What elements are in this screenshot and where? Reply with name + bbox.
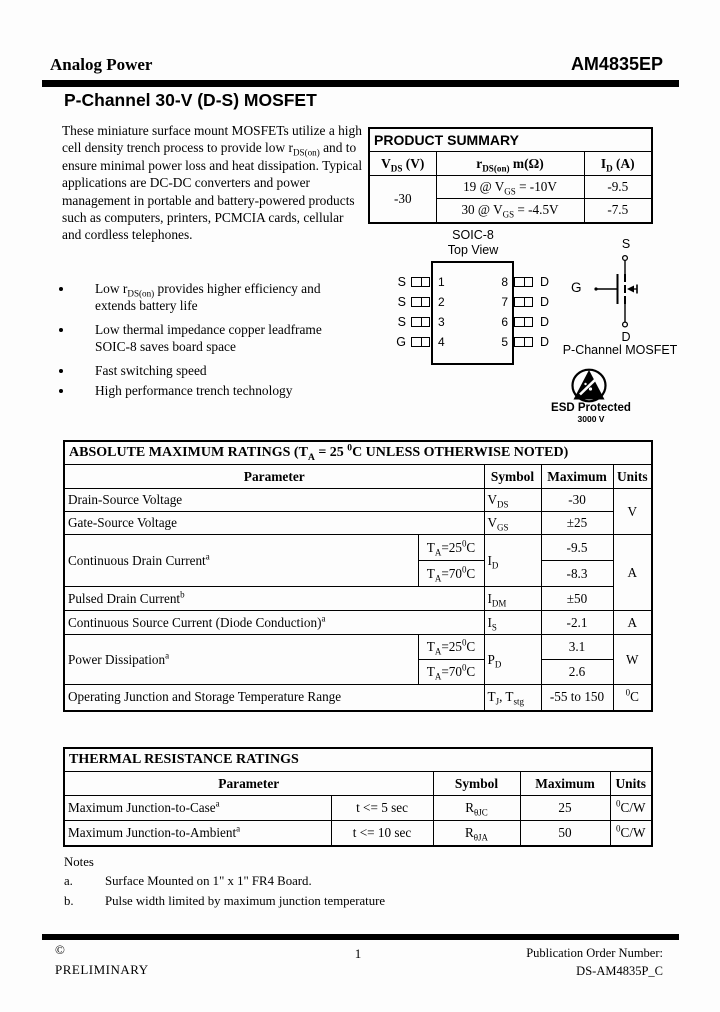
note-ref: a xyxy=(165,650,170,661)
symbol-cell xyxy=(484,587,541,611)
cond-cell xyxy=(418,561,484,587)
cond-sub: GS xyxy=(504,186,516,197)
symbol-cell xyxy=(484,685,541,711)
esd-protected-text: ESD Protected xyxy=(551,402,631,414)
sym-sub: DS(on) xyxy=(482,163,510,174)
unit-cell: V xyxy=(613,489,652,535)
cond-text: T xyxy=(426,664,435,679)
sym-base: I xyxy=(487,552,492,568)
pin-pad xyxy=(514,297,533,307)
sym-sub: D xyxy=(494,659,502,670)
title-sub: A xyxy=(307,452,315,463)
max-cell: -2.1 xyxy=(541,611,613,635)
symbol-drain-label: D xyxy=(621,330,631,344)
note-item xyxy=(64,894,385,909)
esd-voltage-text: 3000 V xyxy=(577,414,605,424)
description xyxy=(62,122,365,244)
max-cell: ±25 xyxy=(541,512,613,535)
publication-block xyxy=(480,944,663,980)
sym-base: I xyxy=(487,614,492,630)
unit-cell xyxy=(613,685,652,711)
sym-base: I xyxy=(487,590,492,606)
abs-max-title xyxy=(64,441,652,465)
pin-label-s3: S xyxy=(397,315,406,329)
sym-sub: DM xyxy=(491,598,507,609)
note-label: b. xyxy=(64,894,74,908)
cond-text: C xyxy=(466,539,476,555)
max-cell: 3.1 xyxy=(541,635,613,660)
pin-label-d5: D xyxy=(540,335,550,349)
mosfet-symbol-icon xyxy=(585,251,645,333)
sym-sub: θJC xyxy=(474,807,488,818)
product-summary-title: PRODUCT SUMMARY xyxy=(369,128,652,152)
param-text: Continuous Drain Current xyxy=(68,552,206,568)
col-parameter: Parameter xyxy=(64,465,484,489)
col-parameter: Parameter xyxy=(64,772,433,796)
cond-text: C xyxy=(466,664,476,679)
pin-label-g: G xyxy=(396,335,406,349)
feature-text: Fast switching speed xyxy=(95,362,207,378)
table-row xyxy=(64,512,652,535)
feature-item xyxy=(56,382,356,399)
pin-label-s2: S xyxy=(397,295,406,309)
sym-sub: D xyxy=(491,560,499,571)
sym-sub: GS xyxy=(497,522,509,533)
param-text: Maximum Junction-to-Ambient xyxy=(68,824,237,840)
cond-cell: t <= 5 sec xyxy=(331,796,433,821)
sym-base: V xyxy=(381,155,391,171)
id-value: -7.5 xyxy=(584,199,652,223)
sym-rest: m(Ω) xyxy=(509,155,544,171)
pin-pad xyxy=(514,277,533,287)
param-cell: Gate-Source Voltage xyxy=(64,512,484,535)
publication-label: Publication Order Number: xyxy=(526,946,663,960)
unit-cell xyxy=(610,821,652,846)
product-summary-table xyxy=(368,127,653,224)
unit-text: C xyxy=(630,689,639,705)
notes xyxy=(64,855,385,909)
symbol-cell xyxy=(484,489,541,512)
feature-text: Low r xyxy=(95,281,128,296)
title-text: = 25 xyxy=(314,445,348,460)
unit-text: C/W xyxy=(620,800,646,815)
col-maximum: Maximum xyxy=(541,465,613,489)
col-units: Units xyxy=(613,465,652,489)
param-text: Continuous Source Current (Diode Conduction) xyxy=(68,614,322,630)
abs-max-ratings-table xyxy=(63,440,653,712)
page-title: P-Channel 30-V (D-S) MOSFET xyxy=(64,90,317,110)
col-units: Units xyxy=(610,772,652,796)
feature-sub: DS(on) xyxy=(127,288,155,299)
symbol-cell xyxy=(484,535,541,587)
vds-value: -30 xyxy=(369,176,436,223)
unit-sup: 0 xyxy=(616,798,621,809)
note-ref: a xyxy=(321,613,326,624)
sym-sub: θJA xyxy=(473,832,489,843)
symbol-cell xyxy=(433,796,520,821)
cond-cell: t <= 10 sec xyxy=(331,821,433,846)
note-item xyxy=(64,874,385,889)
title-text: C UNLESS OTHERWISE NOTED) xyxy=(352,445,569,460)
cond-cell xyxy=(418,535,484,561)
sym-base: R xyxy=(464,824,474,840)
max-cell: -55 to 150 xyxy=(541,685,613,711)
pin-label-d6: D xyxy=(540,315,550,329)
symbol-cell xyxy=(484,611,541,635)
col-id xyxy=(584,152,652,176)
pin-number-5: 5 xyxy=(501,335,508,349)
feature-list xyxy=(56,280,356,405)
cond-text: =25 xyxy=(441,639,462,654)
cond-sub: A xyxy=(434,671,442,682)
unit-cell: A xyxy=(613,535,652,611)
sym-sub: D xyxy=(606,163,613,174)
max-cell: -8.3 xyxy=(541,561,613,587)
table-row xyxy=(64,635,652,660)
unit-cell: W xyxy=(613,635,652,685)
sym-rest: (V) xyxy=(402,155,425,171)
notes-heading: Notes xyxy=(64,855,94,869)
pin-number-2: 2 xyxy=(438,295,445,309)
col-symbol: Symbol xyxy=(484,465,541,489)
cond-text: =25 xyxy=(441,539,462,555)
cond-sub: A xyxy=(434,646,442,657)
col-vds xyxy=(369,152,436,176)
table-row xyxy=(64,587,652,611)
sym-base: R xyxy=(465,800,474,815)
cond-sub: A xyxy=(434,573,442,584)
cond-text: =70 xyxy=(441,664,462,679)
param-cell xyxy=(64,796,331,821)
title-sup: 0 xyxy=(347,443,353,454)
param-cell xyxy=(64,611,484,635)
symbol-caption: P-Channel MOSFET xyxy=(562,343,678,357)
sym-base: P xyxy=(487,651,495,667)
pin-pad xyxy=(514,337,533,347)
cond-text: T xyxy=(426,539,435,555)
sym-sub: stg xyxy=(513,696,524,707)
thermal-resistance-table xyxy=(63,747,653,847)
feature-item xyxy=(56,280,356,315)
sym-base: V xyxy=(487,515,498,530)
unit-cell: A xyxy=(613,611,652,635)
company-name: Analog Power xyxy=(50,55,153,74)
cond-cell xyxy=(418,660,484,685)
description-text: These miniature surface mount MOSFETs utilize a high cell density trench process to provide low r xyxy=(62,123,362,156)
sym-base: r xyxy=(476,155,483,171)
cond-text: C xyxy=(466,639,476,654)
unit-cell xyxy=(610,796,652,821)
package-name: SOIC-8 xyxy=(452,228,494,242)
bullet-icon xyxy=(59,369,63,373)
pin-number-8: 8 xyxy=(501,275,508,289)
pin-pad xyxy=(411,297,430,307)
sym-rest: (A) xyxy=(612,155,635,171)
table-row xyxy=(64,489,652,512)
unit-text: C/W xyxy=(620,824,646,840)
param-text: Pulsed Drain Current xyxy=(68,590,181,606)
cond-text: T xyxy=(426,565,435,581)
description-sub: DS(on) xyxy=(292,148,320,159)
pin-label-d8: D xyxy=(540,275,550,289)
cond-text: C xyxy=(466,565,476,581)
symbol-cell xyxy=(484,512,541,535)
max-cell: -30 xyxy=(541,489,613,512)
sym-sub: J xyxy=(495,696,500,707)
unit-sup: 0 xyxy=(616,823,621,834)
cond-cell xyxy=(418,635,484,660)
pin-pad xyxy=(411,317,430,327)
col-symbol: Symbol xyxy=(433,772,520,796)
publication-number: DS-AM4835P_C xyxy=(576,964,663,978)
id-value: -9.5 xyxy=(584,176,652,199)
note-ref: a xyxy=(236,823,241,834)
part-number: AM4835EP xyxy=(570,54,663,74)
sym-sub: DS xyxy=(497,499,509,510)
pin-number-6: 6 xyxy=(501,315,508,329)
symbol-cell xyxy=(484,635,541,685)
pin-pad xyxy=(411,277,430,287)
cond-sup: 0 xyxy=(461,538,467,549)
col-rds xyxy=(436,152,584,176)
package-view: Top View xyxy=(447,243,499,257)
note-ref: a xyxy=(205,551,210,562)
bullet-icon xyxy=(59,389,63,393)
cond-sub: A xyxy=(434,547,442,558)
pin-pad xyxy=(514,317,533,327)
unit-sup: 0 xyxy=(625,687,631,698)
table-row xyxy=(64,535,652,561)
param-cell: Drain-Source Voltage xyxy=(64,489,484,512)
bullet-icon xyxy=(59,287,63,291)
copyright-symbol: © xyxy=(55,942,65,957)
rds-condition xyxy=(436,176,584,199)
header-rule xyxy=(42,80,679,87)
thermal-title: THERMAL RESISTANCE RATINGS xyxy=(64,748,652,772)
param-cell xyxy=(64,635,418,685)
table-row xyxy=(64,796,652,821)
note-text: Surface Mounted on 1" x 1" FR4 Board. xyxy=(105,874,312,888)
sym-base: T xyxy=(505,689,514,705)
max-cell: 50 xyxy=(520,821,610,846)
feature-item xyxy=(56,362,356,379)
feature-text: Low thermal impedance copper leadframe SOIC-8 saves board space xyxy=(95,321,322,355)
pin-number-3: 3 xyxy=(438,315,445,329)
param-text: Power Dissipation xyxy=(68,651,166,667)
esd-protected-icon xyxy=(567,366,611,406)
table-row xyxy=(64,685,652,711)
sym-sep: , xyxy=(499,689,506,705)
preliminary-label: PRELIMINARY xyxy=(55,962,149,977)
sym-sub: DS xyxy=(390,163,403,174)
param-text: Maximum Junction-to-Case xyxy=(68,800,216,815)
footer-rule xyxy=(42,934,679,940)
table-row xyxy=(64,611,652,635)
sym-base: V xyxy=(487,492,498,507)
page-number: 1 xyxy=(354,946,362,961)
pin-number-7: 7 xyxy=(501,295,508,309)
sym-sub: S xyxy=(491,622,497,633)
max-cell: -9.5 xyxy=(541,535,613,561)
feature-text: provides higher efficiency and extends battery life xyxy=(95,281,321,314)
pin-label-s1: S xyxy=(397,275,406,289)
cond-sub: GS xyxy=(502,209,515,220)
param-cell xyxy=(64,535,418,587)
pin-pad xyxy=(411,337,430,347)
rds-condition xyxy=(436,199,584,223)
cond-text: T xyxy=(426,639,435,654)
symbol-gate-label: G xyxy=(571,280,582,295)
pin-label-d7: D xyxy=(540,295,550,309)
cond-text: = -4.5V xyxy=(514,202,559,218)
bullet-icon xyxy=(59,328,63,332)
feature-text: High performance trench technology xyxy=(95,383,293,399)
pin-number-1: 1 xyxy=(438,275,445,289)
cond-sup: 0 xyxy=(461,662,467,673)
description-text2: and to ensure minimal power loss and heat dissipation. Typical applications are DC-DC converters and power management in portable and battery-powered products such as computers, printers, PCMCIA cards, cellular and cordless telephones. xyxy=(62,140,363,243)
max-cell: ±50 xyxy=(541,587,613,611)
max-cell: 2.6 xyxy=(541,660,613,685)
col-maximum: Maximum xyxy=(520,772,610,796)
note-ref: a xyxy=(215,798,220,809)
feature-item xyxy=(56,321,356,356)
cond-sup: 0 xyxy=(461,637,467,648)
cond-text: 19 @ V xyxy=(463,179,505,194)
pin-number-4: 4 xyxy=(438,335,445,349)
cond-sup: 0 xyxy=(461,564,467,575)
param-cell xyxy=(64,587,484,611)
cond-text: = -10V xyxy=(515,179,557,194)
max-cell: 25 xyxy=(520,796,610,821)
note-label: a. xyxy=(64,874,73,888)
cond-text: 30 @ V xyxy=(461,202,503,218)
note-ref: b xyxy=(180,589,185,600)
param-cell xyxy=(64,821,331,846)
param-cell: Operating Junction and Storage Temperature Range xyxy=(64,685,484,711)
cond-text: =70 xyxy=(441,565,462,581)
symbol-source-label: S xyxy=(621,237,631,251)
note-text: Pulse width limited by maximum junction temperature xyxy=(105,894,386,908)
table-row xyxy=(64,821,652,846)
sym-base: I xyxy=(600,155,607,171)
symbol-cell xyxy=(433,821,520,846)
sym-base: T xyxy=(487,689,496,705)
title-text: ABSOLUTE MAXIMUM RATINGS (T xyxy=(69,445,308,460)
